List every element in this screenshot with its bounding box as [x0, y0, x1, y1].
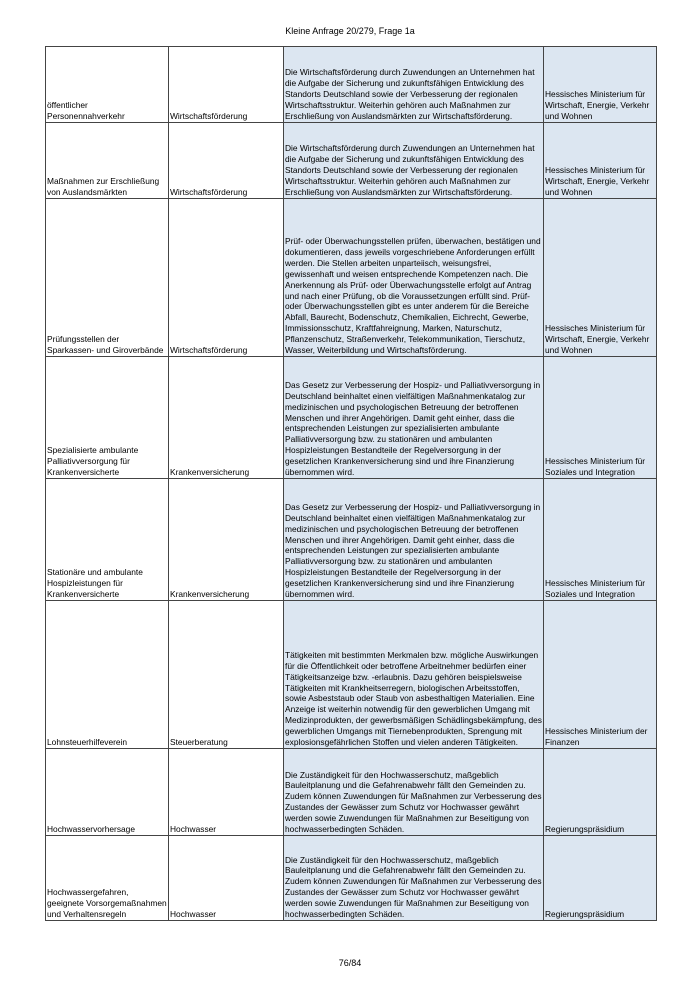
- cell-description: Prüf- oder Überwachungsstellen prüfen, überwachen, bestätigen und dokumentieren, dass jeweils vorgeschriebene Anforderungen erfüllt werden. Die Stellen arbeiten unparteiisch, weisungsfrei, gewissenhaft und weisen entsprechende Kompetenzen nach. Die Anerkennung als Prüf- oder Überwachungsstelle erfolgt auf Antrag und nach einer Prüfung, ob die Voraussetzungen erfüllt sind. Prüf- oder Überwachungsstellen gibt es unter anderem für die Bereiche Abfall, Baurecht, Bodenschutz, Chemikalien, Eichrecht, Gewerbe, Immissionsschutz, Kraftfahreignung, Marken, Naturschutz, Pflanzenschutz, Straßenverkehr, Telekommunikation, Tierschutz, Wasser, Weiterbildung und Wirtschaftsförderung.: [284, 199, 544, 357]
- cell-service: Lohnsteuerhilfeverein: [46, 601, 169, 749]
- cell-service: Hochwassergefahren, geeignete Vorsorgemaßnahmen und Verhaltensregeln: [46, 836, 169, 921]
- cell-description: Die Wirtschaftsförderung durch Zuwendungen an Unternehmen hat die Aufgabe der Sicherung und zukunftsfähigen Entwicklung des Standorts Deutschland sowie der Verbesserung der regionalen Wirtschaftsstruktur. Weiterhin gehören auch Maßnahmen zur Erschließung von Auslandsmärkten zur Wirtschaftsförderung.: [284, 47, 544, 123]
- cell-service: Spezialisierte ambulante Palliativversorgung für Krankenversicherte: [46, 357, 169, 479]
- cell-service: Hochwasservorhersage: [46, 749, 169, 836]
- cell-authority: Hessisches Ministerium für Soziales und Integration: [544, 357, 657, 479]
- table-row: [46, 749, 657, 836]
- page-header: Kleine Anfrage 20/279, Frage 1a: [285, 26, 415, 36]
- cell-authority: Hessisches Ministerium für Wirtschaft, Energie, Verkehr und Wohnen: [544, 199, 657, 357]
- cell-category: Steuerberatung: [169, 601, 284, 749]
- cell-service: Stationäre und ambulante Hospizleistungen für Krankenversicherte: [46, 479, 169, 601]
- table-row: [46, 357, 657, 479]
- cell-category: Krankenversicherung: [169, 357, 284, 479]
- cell-category: Krankenversicherung: [169, 479, 284, 601]
- cell-category: Wirtschaftsförderung: [169, 199, 284, 357]
- cell-description: Die Zuständigkeit für den Hochwasserschutz, maßgeblich Bauleitplanung und die Gefahrenabwehr fällt den Gemeinden zu. Zudem können Zuwendungen für Maßnahmen zur Verbesserung des Zustandes der Gewässer zum Schutz vor Hochwasser gewährt werden sowie Zuwendungen für Maßnahmen zur Beseitigung von hochwasserbedingten Schäden.: [284, 749, 544, 836]
- table-row: [46, 123, 657, 199]
- cell-category: Wirtschaftsförderung: [169, 123, 284, 199]
- cell-service: Prüfungsstellen der Sparkassen- und Giroverbände: [46, 199, 169, 357]
- services-table: [45, 46, 657, 921]
- cell-description: Tätigkeiten mit bestimmten Merkmalen bzw. mögliche Auswirkungen für die Öffentlichkeit oder betroffene Arbeitnehmer bedürfen einer Tätigkeitsanzeige bzw. -erlaubnis. Dazu gehören beispielsweise Tätigkeiten mit Krankheitserregern, biologischen Arbeitsstoffen, sowie Asbeststaub oder Staub von asbesthaltigen Materialien. Eine Anzeige ist weiterhin notwendig für den gewerblichen Umgang mit Medizinprodukten, der gewerbsmäßigen Schädlingsbekämpfung, des gewerblichen Umgangs mit Tiernebenprodukten, Sprengung mit explosionsgefährlichen Stoffen und vielen anderen Tätigkeiten.: [284, 601, 544, 749]
- cell-authority: Regierungspräsidium: [544, 836, 657, 921]
- cell-authority: Hessisches Ministerium für Soziales und Integration: [544, 479, 657, 601]
- cell-authority: Hessisches Ministerium für Wirtschaft, Energie, Verkehr und Wohnen: [544, 123, 657, 199]
- cell-description: Die Wirtschaftsförderung durch Zuwendungen an Unternehmen hat die Aufgabe der Sicherung und zukunftsfähigen Entwicklung des Standorts Deutschland sowie der Verbesserung der regionalen Wirtschaftsstruktur. Weiterhin gehören auch Maßnahmen zur Erschließung von Auslandsmärkten zur Wirtschaftsförderung.: [284, 123, 544, 199]
- cell-category: Wirtschaftsförderung: [169, 47, 284, 123]
- table-row: [46, 47, 657, 123]
- table-row: [46, 601, 657, 749]
- cell-description: Die Zuständigkeit für den Hochwasserschutz, maßgeblich Bauleitplanung und die Gefahrenabwehr fällt den Gemeinden zu. Zudem können Zuwendungen für Maßnahmen zur Verbesserung des Zustandes der Gewässer zum Schutz vor Hochwasser gewährt werden sowie Zuwendungen für Maßnahmen zur Beseitigung von hochwasserbedingten Schäden.: [284, 836, 544, 921]
- page-number: 76/84: [338, 958, 362, 968]
- cell-category: Hochwasser: [169, 836, 284, 921]
- cell-description: Das Gesetz zur Verbesserung der Hospiz- und Palliativversorgung in Deutschland beinhaltet einen vielfältigen Maßnahmenkatalog zur medizinischen und psychologischen Betreuung der betroffenen Menschen und ihrer Angehörigen. Damit geht einher, dass die entsprechenden Leistungen zur spezialisierten ambulante Palliativversorgung bzw. zu stationären und ambulanten Hospizleistungen Bestandteile der Regelversorgung in der gesetzlichen Krankenversicherung sind und ihre Finanzierung übernommen wird.: [284, 479, 544, 601]
- table-row: [46, 199, 657, 357]
- cell-authority: Regierungspräsidium: [544, 749, 657, 836]
- cell-service: öffentlicher Personennahverkehr: [46, 47, 169, 123]
- table-row: [46, 836, 657, 921]
- table-row: [46, 479, 657, 601]
- cell-category: Hochwasser: [169, 749, 284, 836]
- cell-description: Das Gesetz zur Verbesserung der Hospiz- und Palliativversorgung in Deutschland beinhaltet einen vielfältigen Maßnahmenkatalog zur medizinischen und psychologischen Betreuung der betroffenen Menschen und ihrer Angehörigen. Damit geht einher, dass die entsprechenden Leistungen zur spezialisierten ambulante Palliativversorgung bzw. zu stationären und ambulanten Hospizleistungen Bestandteile der Regelversorgung in der gesetzlichen Krankenversicherung sind und ihre Finanzierung übernommen wird.: [284, 357, 544, 479]
- cell-authority: Hessisches Ministerium der Finanzen: [544, 601, 657, 749]
- cell-service: Maßnahmen zur Erschließung von Auslandsmärkten: [46, 123, 169, 199]
- cell-authority: Hessisches Ministerium für Wirtschaft, Energie, Verkehr und Wohnen: [544, 47, 657, 123]
